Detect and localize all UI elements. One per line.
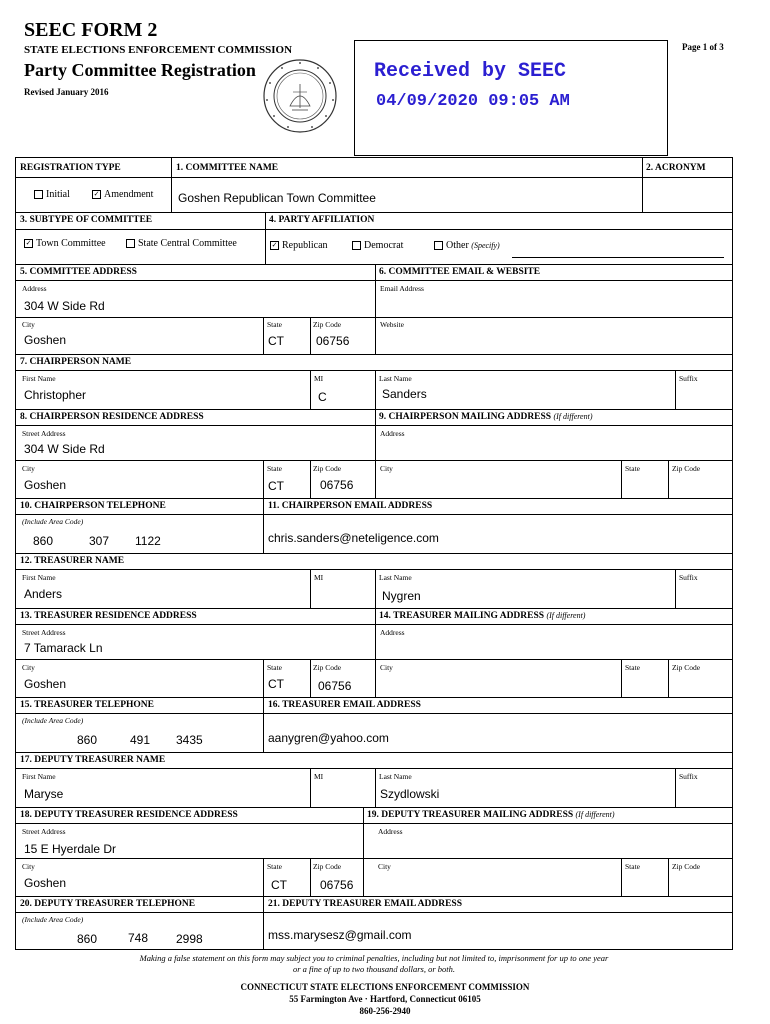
treasurer-mailing-header: 14. TREASURER MAILING ADDRESS (If different): [379, 611, 586, 621]
form-title: SEEC FORM 2: [24, 19, 158, 41]
deputy-telephone-header: 20. DEPUTY TREASURER TELEPHONE: [20, 899, 196, 909]
city-label: City: [22, 320, 35, 329]
state-seal-icon: [262, 58, 338, 134]
deputy-email-value[interactable]: mss.marysesz@gmail.com: [268, 928, 412, 942]
street-label: Street Address: [22, 827, 66, 836]
chair-phone-prefix[interactable]: 307: [89, 534, 110, 548]
town-committee-option[interactable]: ✓ Town Committee: [25, 238, 106, 249]
treasurer-area-code[interactable]: 860: [77, 733, 98, 747]
address-label: Address: [22, 284, 47, 293]
zip-label: Zip Code: [313, 862, 342, 871]
treasurer-last-value[interactable]: Nygren: [382, 589, 421, 603]
mailing-city-label: City: [380, 464, 393, 473]
revised-date: Revised January 2016: [24, 87, 109, 97]
deputy-phone-prefix[interactable]: 748: [128, 931, 149, 945]
footer-phone: 860-256-2940: [359, 1006, 411, 1016]
treasurer-state-value[interactable]: CT: [268, 677, 284, 691]
footer-address: 55 Farmington Ave · Hartford, Connecticut 06105: [289, 994, 481, 1004]
democrat-checkbox[interactable]: [352, 241, 361, 250]
chair-mi-value[interactable]: C: [318, 390, 327, 404]
false-statement-warning-2: or a fine of up to two thousand dollars, or both.: [293, 964, 455, 974]
amendment-checkbox[interactable]: ✓: [93, 190, 100, 199]
footer-agency: CONNECTICUT STATE ELECTIONS ENFORCEMENT COMMISSION: [240, 982, 530, 992]
chair-phone-line[interactable]: 1122: [135, 534, 161, 548]
treasurer-residence-header: 13. TREASURER RESIDENCE ADDRESS: [20, 611, 197, 621]
committee-email-header: 6. COMMITTEE EMAIL & WEBSITE: [379, 267, 541, 277]
deputy-phone-line[interactable]: 2998: [176, 932, 203, 946]
subtype-header: 3. SUBTYPE OF COMMITTEE: [20, 215, 153, 225]
mailing-state-label: State: [625, 464, 640, 473]
deputy-email-header: 21. DEPUTY TREASURER EMAIL ADDRESS: [268, 899, 462, 909]
deputy-zip-value[interactable]: 06756: [320, 878, 354, 892]
stamp-datetime: 04/09/2020 09:05 AM: [376, 92, 570, 111]
treasurer-first-value[interactable]: Anders: [24, 587, 63, 601]
area-code-note: (Include Area Code): [22, 716, 84, 725]
republican-checkbox[interactable]: ✓: [271, 241, 278, 250]
area-code-note: (Include Area Code): [22, 517, 84, 526]
mailing-address-label: Address: [380, 628, 405, 637]
mailing-address-label: Address: [378, 827, 403, 836]
state-central-checkbox[interactable]: [126, 239, 135, 248]
first-name-label: First Name: [22, 772, 56, 781]
mi-label: MI: [314, 573, 324, 582]
acronym-header: 2. ACRONYM: [646, 163, 706, 173]
mailing-zip-label: Zip Code: [672, 663, 701, 672]
state-label: State: [267, 464, 282, 473]
town-committee-checkbox[interactable]: ✓: [25, 239, 32, 248]
committee-address-value[interactable]: 304 W Side Rd: [24, 299, 105, 313]
party-affiliation-header: 4. PARTY AFFILIATION: [269, 215, 375, 225]
mailing-zip-label: Zip Code: [672, 464, 701, 473]
treasurer-name-header: 12. TREASURER NAME: [20, 556, 125, 566]
deputy-mailing-header: 19. DEPUTY TREASURER MAILING ADDRESS (If different): [367, 810, 615, 820]
treasurer-phone-prefix[interactable]: 491: [130, 733, 151, 747]
republican-option[interactable]: ✓ Republican: [271, 240, 328, 251]
suffix-label: Suffix: [679, 573, 698, 582]
city-label: City: [22, 464, 35, 473]
zip-label: Zip Code: [313, 464, 342, 473]
treasurer-zip-value[interactable]: 06756: [318, 679, 352, 693]
page-number: Page 1 of 3: [682, 42, 724, 52]
chair-last-value[interactable]: Sanders: [382, 387, 427, 401]
chair-area-code[interactable]: 860: [33, 534, 54, 548]
chairperson-name-header: 7. CHAIRPERSON NAME: [20, 357, 132, 367]
chair-street-value[interactable]: 304 W Side Rd: [24, 442, 105, 456]
email-label: Email Address: [380, 284, 424, 293]
chair-email-value[interactable]: chris.sanders@neteligence.com: [268, 531, 439, 545]
state-label: State: [267, 320, 282, 329]
deputy-area-code[interactable]: 860: [77, 932, 98, 946]
mailing-address-label: Address: [380, 429, 405, 438]
mi-label: MI: [314, 772, 324, 781]
zip-label: Zip Code: [313, 320, 342, 329]
chair-telephone-header: 10. CHAIRPERSON TELEPHONE: [20, 501, 166, 511]
state-label: State: [267, 862, 282, 871]
state-central-option[interactable]: State Central Committee: [126, 238, 237, 249]
mailing-state-label: State: [625, 862, 640, 871]
website-label: Website: [380, 320, 404, 329]
committee-name-header: 1. COMMITTEE NAME: [176, 163, 279, 173]
last-name-label: Last Name: [379, 772, 412, 781]
initial-option[interactable]: Initial: [34, 189, 70, 200]
stamp-received: Received by SEEC: [374, 60, 567, 83]
false-statement-warning-1: Making a false statement on this form may subject you to criminal penalties, including but not limited to, imprisonment for up to one year: [139, 953, 609, 963]
mailing-zip-label: Zip Code: [672, 862, 701, 871]
form-name: Party Committee Registration: [24, 60, 256, 80]
first-name-label: First Name: [22, 374, 56, 383]
chair-zip-value[interactable]: 06756: [320, 478, 354, 492]
mailing-city-label: City: [378, 862, 391, 871]
deputy-treasurer-name-header: 17. DEPUTY TREASURER NAME: [20, 755, 166, 765]
first-name-label: First Name: [22, 573, 56, 582]
city-label: City: [22, 862, 35, 871]
area-code-note: (Include Area Code): [22, 915, 84, 924]
chair-state-value[interactable]: CT: [268, 479, 284, 493]
registration-type-header: REGISTRATION TYPE: [20, 163, 121, 173]
committee-zip-value[interactable]: 06756: [316, 334, 350, 348]
city-label: City: [22, 663, 35, 672]
deputy-last-value[interactable]: Szydlowski: [380, 787, 440, 801]
committee-state-value[interactable]: CT: [268, 334, 284, 348]
other-checkbox[interactable]: [434, 241, 443, 250]
deputy-city-value[interactable]: Goshen: [24, 876, 67, 890]
zip-label: Zip Code: [313, 663, 342, 672]
chair-city-value[interactable]: Goshen: [24, 478, 67, 492]
treasurer-email-value[interactable]: aanygren@yahoo.com: [268, 731, 389, 745]
suffix-label: Suffix: [679, 374, 698, 383]
deputy-first-value[interactable]: Maryse: [24, 787, 64, 801]
chair-first-value[interactable]: Christopher: [24, 388, 87, 402]
treasurer-street-value[interactable]: 7 Tamarack Ln: [24, 641, 103, 655]
treasurer-email-header: 16. TREASURER EMAIL ADDRESS: [268, 700, 421, 710]
mailing-state-label: State: [625, 663, 640, 672]
deputy-state-value[interactable]: CT: [271, 878, 287, 892]
treasurer-telephone-header: 15. TREASURER TELEPHONE: [20, 700, 155, 710]
treasurer-city-value[interactable]: Goshen: [24, 677, 67, 691]
agency-name: STATE ELECTIONS ENFORCEMENT COMMISSION: [24, 44, 293, 56]
other-option[interactable]: Other (Specify): [434, 240, 500, 251]
street-label: Street Address: [22, 429, 66, 438]
committee-name-value[interactable]: Goshen Republican Town Committee: [178, 191, 376, 205]
mi-label: MI: [314, 374, 324, 383]
suffix-label: Suffix: [679, 772, 698, 781]
treasurer-phone-line[interactable]: 3435: [176, 733, 203, 747]
street-label: Street Address: [22, 628, 66, 637]
other-specify-line: [512, 257, 724, 258]
chair-email-header: 11. CHAIRPERSON EMAIL ADDRESS: [268, 501, 433, 511]
committee-address-header: 5. COMMITTEE ADDRESS: [20, 267, 137, 277]
democrat-option[interactable]: Democrat: [352, 240, 403, 251]
initial-checkbox[interactable]: [34, 190, 43, 199]
deputy-street-value[interactable]: 15 E Hyerdale Dr: [24, 842, 117, 856]
deputy-residence-header: 18. DEPUTY TREASURER RESIDENCE ADDRESS: [20, 810, 238, 820]
chair-mailing-header: 9. CHAIRPERSON MAILING ADDRESS (If different): [379, 412, 593, 422]
last-name-label: Last Name: [379, 573, 412, 582]
committee-city-value[interactable]: Goshen: [24, 333, 67, 347]
state-label: State: [267, 663, 282, 672]
last-name-label: Last Name: [379, 374, 412, 383]
chair-residence-header: 8. CHAIRPERSON RESIDENCE ADDRESS: [20, 412, 204, 422]
mailing-city-label: City: [380, 663, 393, 672]
amendment-option[interactable]: ✓ Amendment: [93, 189, 154, 200]
